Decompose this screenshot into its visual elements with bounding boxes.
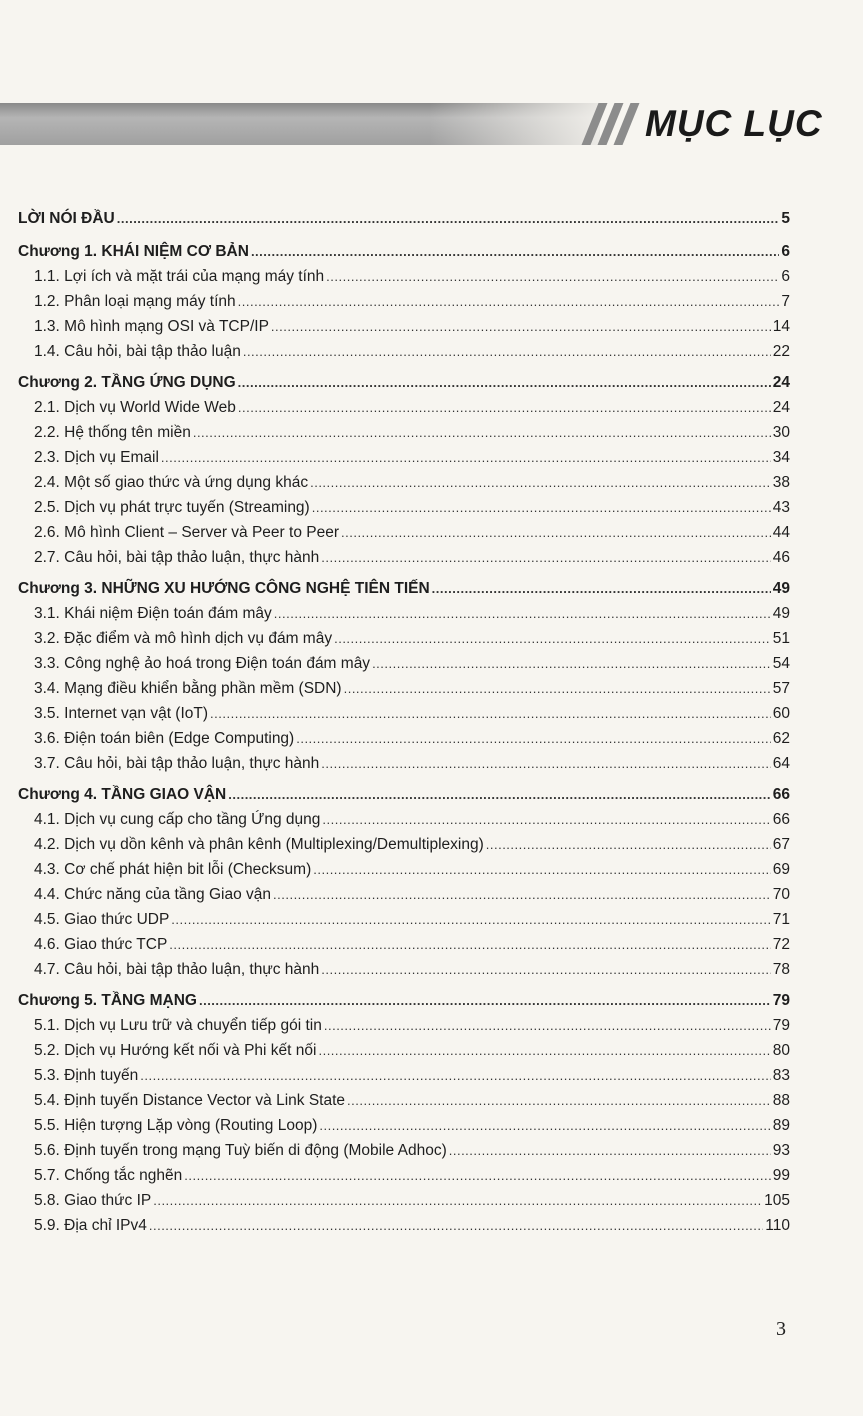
leader-dots xyxy=(169,932,770,957)
toc-section-page: 46 xyxy=(772,549,790,566)
toc-chapter-page: 66 xyxy=(772,786,790,803)
toc-section-row[interactable] xyxy=(18,314,790,339)
toc-section-page: 7 xyxy=(781,293,790,310)
toc-section-label: 2.5. Dịch vụ phát trực tuyến (Streaming) xyxy=(34,499,310,516)
toc-section-row[interactable] xyxy=(18,651,790,676)
leader-dots xyxy=(228,782,771,807)
toc-section-page: 110 xyxy=(765,1217,790,1234)
leader-dots xyxy=(486,832,771,857)
toc-section-label: 2.2. Hệ thống tên miền xyxy=(34,424,191,441)
leader-dots xyxy=(321,545,770,570)
leader-dots xyxy=(199,988,771,1013)
toc-section-row[interactable] xyxy=(18,601,790,626)
toc-section-label: 3.6. Điện toán biên (Edge Computing) xyxy=(34,730,295,747)
toc-section-row[interactable] xyxy=(18,626,790,651)
toc-section-page: 30 xyxy=(772,424,790,441)
toc-section-page: 88 xyxy=(772,1092,790,1109)
toc-section-label: 3.3. Công nghệ ảo hoá trong Điện toán đám mây xyxy=(34,655,371,672)
leader-dots xyxy=(322,807,770,832)
leader-dots xyxy=(117,206,780,231)
leader-dots xyxy=(324,1013,771,1038)
toc-section-page: 43 xyxy=(772,499,790,516)
leader-dots xyxy=(274,601,771,626)
toc-section-page: 54 xyxy=(772,655,790,672)
leader-dots xyxy=(449,1138,771,1163)
toc-section-row[interactable] xyxy=(18,545,790,570)
toc-section-page: 60 xyxy=(772,705,790,722)
toc-section-label: 4.3. Cơ chế phát hiện bit lỗi (Checksum) xyxy=(34,861,312,878)
toc-section-row[interactable] xyxy=(18,832,790,857)
leader-dots xyxy=(171,907,770,932)
toc-section-label: 2.7. Câu hỏi, bài tập thảo luận, thực hành xyxy=(34,549,320,566)
toc-section-row[interactable] xyxy=(18,1213,790,1238)
toc-chapter-row[interactable] xyxy=(18,576,790,601)
toc-section-page: 70 xyxy=(772,886,790,903)
leader-dots xyxy=(140,1063,770,1088)
toc-section-page: 22 xyxy=(772,343,790,360)
toc-section-label: 5.6. Định tuyến trong mạng Tuỳ biến di động (Mobile Adhoc) xyxy=(34,1142,447,1159)
leader-dots xyxy=(347,1088,771,1113)
toc-chapter-page: 79 xyxy=(772,992,790,1009)
leader-dots xyxy=(238,395,771,420)
toc-section-label: 5.1. Dịch vụ Lưu trữ và chuyển tiếp gói tin xyxy=(34,1017,322,1034)
toc-section-row[interactable] xyxy=(18,932,790,957)
toc-section-page: 66 xyxy=(772,811,790,828)
toc-section-label: 2.1. Dịch vụ World Wide Web xyxy=(34,399,236,416)
toc-section-label: 1.2. Phân loại mạng máy tính xyxy=(34,293,236,310)
leader-dots xyxy=(271,314,771,339)
leader-dots xyxy=(318,1038,770,1063)
leader-dots xyxy=(341,520,771,545)
toc-entry-label: LỜI NÓI ĐẦU xyxy=(18,210,115,227)
toc-section-row[interactable] xyxy=(18,676,790,701)
toc-section-row[interactable] xyxy=(18,495,790,520)
toc-section-page: 34 xyxy=(772,449,790,466)
toc-section-row[interactable] xyxy=(18,751,790,776)
toc-section-label: 4.2. Dịch vụ dồn kênh và phân kênh (Multiplexing/Demultiplexing) xyxy=(34,836,484,853)
toc-section-page: 6 xyxy=(781,268,790,285)
leader-dots xyxy=(296,726,771,751)
leader-dots xyxy=(372,651,771,676)
toc-section-page: 57 xyxy=(772,680,790,697)
toc-section-page: 69 xyxy=(772,861,790,878)
toc-section-page: 24 xyxy=(772,399,790,416)
toc-section-page: 14 xyxy=(772,318,790,335)
toc-section-label: 4.6. Giao thức TCP xyxy=(34,936,168,953)
toc-chapter-page: 24 xyxy=(772,374,790,391)
leader-dots xyxy=(238,289,780,314)
toc-section-row[interactable] xyxy=(18,1188,790,1213)
toc-section-page: 80 xyxy=(772,1042,790,1059)
toc-section-row[interactable] xyxy=(18,445,790,470)
toc-chapter-label: Chương 4. TẦNG GIAO VẬN xyxy=(18,786,227,803)
toc-section-row[interactable] xyxy=(18,1163,790,1188)
toc-chapter-row[interactable] xyxy=(18,370,790,395)
toc-section-label: 5.5. Hiện tượng Lặp vòng (Routing Loop) xyxy=(34,1117,318,1134)
leader-dots xyxy=(321,957,770,982)
toc-section-row[interactable] xyxy=(18,1113,790,1138)
toc-section-row[interactable] xyxy=(18,1038,790,1063)
toc-section-label: 5.8. Giao thức IP xyxy=(34,1192,152,1209)
leader-dots xyxy=(313,857,771,882)
leader-dots xyxy=(193,420,771,445)
toc-section-page: 79 xyxy=(772,1017,790,1034)
toc-section-label: 5.4. Định tuyến Distance Vector và Link State xyxy=(34,1092,346,1109)
toc-section-row[interactable] xyxy=(18,420,790,445)
leader-dots xyxy=(184,1163,771,1188)
toc-section-page: 49 xyxy=(772,605,790,622)
toc-section-row[interactable] xyxy=(18,520,790,545)
toc-section-label: 1.3. Mô hình mạng OSI và TCP/IP xyxy=(34,318,269,335)
toc-chapter-label: Chương 1. KHÁI NIỆM CƠ BẢN xyxy=(18,243,249,260)
toc-section-row[interactable] xyxy=(18,807,790,832)
leader-dots xyxy=(243,339,771,364)
toc-section-label: 5.2. Dịch vụ Hướng kết nối và Phi kết nối xyxy=(34,1042,317,1059)
toc-section-label: 2.4. Một số giao thức và ứng dụng khác xyxy=(34,474,309,491)
toc-section-label: 4.7. Câu hỏi, bài tập thảo luận, thực hành xyxy=(34,961,320,978)
toc-section-row[interactable] xyxy=(18,1013,790,1038)
toc-section-row[interactable] xyxy=(18,470,790,495)
toc-section-page: 51 xyxy=(772,630,790,647)
toc-section-page: 44 xyxy=(772,524,790,541)
toc-section-row[interactable] xyxy=(18,1063,790,1088)
toc-section-page: 64 xyxy=(772,755,790,772)
toc-section-row[interactable] xyxy=(18,289,790,314)
toc-section-label: 1.1. Lợi ích và mặt trái của mạng máy tính xyxy=(34,268,325,285)
leader-dots xyxy=(310,470,771,495)
leader-dots xyxy=(319,1113,770,1138)
page-number: 3 xyxy=(776,1318,786,1340)
leader-dots xyxy=(312,495,771,520)
toc-chapter-row[interactable] xyxy=(18,782,790,807)
toc-section-label: 3.1. Khái niệm Điện toán đám mây xyxy=(34,605,272,622)
toc-chapter-label: Chương 5. TẦNG MẠNG xyxy=(18,992,197,1009)
toc-section-row[interactable] xyxy=(18,882,790,907)
toc-section-row[interactable] xyxy=(18,1138,790,1163)
toc-section-label: 3.4. Mạng điều khiển bằng phần mềm (SDN) xyxy=(34,680,342,697)
toc-section-page: 72 xyxy=(772,936,790,953)
toc-section-label: 5.9. Địa chỉ IPv4 xyxy=(34,1217,147,1234)
leader-dots xyxy=(251,239,779,264)
toc-section-row[interactable] xyxy=(18,1088,790,1113)
toc-section-row[interactable] xyxy=(18,339,790,364)
toc-chapter-label: Chương 3. NHỮNG XU HƯỚNG CÔNG NGHỆ TIÊN TIẾN xyxy=(18,580,430,597)
toc-chapter-label: Chương 2. TẦNG ỨNG DỤNG xyxy=(18,374,236,391)
toc-section-label: 2.6. Mô hình Client – Server và Peer to Peer xyxy=(34,524,339,541)
leader-dots xyxy=(161,445,771,470)
table-of-contents xyxy=(18,206,790,1238)
toc-section-label: 5.7. Chống tắc nghẽn xyxy=(34,1167,183,1184)
toc-section-row[interactable] xyxy=(18,701,790,726)
toc-section-label: 5.3. Định tuyến xyxy=(34,1067,139,1084)
toc-section-page: 93 xyxy=(772,1142,790,1159)
toc-section-label: 4.1. Dịch vụ cung cấp cho tầng Ứng dụng xyxy=(34,811,321,828)
page-title: MỤC LỤC xyxy=(645,103,823,144)
toc-chapter-row[interactable] xyxy=(18,988,790,1013)
toc-section-row[interactable] xyxy=(18,726,790,751)
leader-dots xyxy=(149,1213,763,1238)
toc-section-label: 3.7. Câu hỏi, bài tập thảo luận, thực hành xyxy=(34,755,320,772)
leader-dots xyxy=(334,626,771,651)
toc-section-row[interactable] xyxy=(18,957,790,982)
toc-section-page: 78 xyxy=(772,961,790,978)
toc-chapter-page: 49 xyxy=(772,580,790,597)
leader-dots xyxy=(238,370,771,395)
toc-section-page: 71 xyxy=(772,911,790,928)
leader-dots xyxy=(273,882,771,907)
toc-section-row[interactable] xyxy=(18,264,790,289)
toc-section-label: 4.4. Chức năng của tầng Giao vận xyxy=(34,886,272,903)
toc-section-label: 2.3. Dịch vụ Email xyxy=(34,449,159,466)
toc-section-label: 1.4. Câu hỏi, bài tập thảo luận xyxy=(34,343,241,360)
toc-section-label: 4.5. Giao thức UDP xyxy=(34,911,170,928)
toc-entry-page: 5 xyxy=(781,210,790,227)
leader-dots xyxy=(321,751,770,776)
toc-section-row[interactable] xyxy=(18,907,790,932)
toc-section-label: 3.5. Internet vạn vật (IoT) xyxy=(34,705,209,722)
toc-section-page: 105 xyxy=(764,1192,790,1209)
toc-section-page: 83 xyxy=(772,1067,790,1084)
toc-section-page: 99 xyxy=(772,1167,790,1184)
leader-dots xyxy=(326,264,779,289)
toc-section-label: 3.2. Đặc điểm và mô hình dịch vụ đám mây xyxy=(34,630,333,647)
toc-intro-row[interactable] xyxy=(18,206,790,231)
leader-dots xyxy=(432,576,771,601)
leader-dots xyxy=(344,676,771,701)
toc-section-page: 89 xyxy=(772,1117,790,1134)
toc-section-row[interactable] xyxy=(18,857,790,882)
header-band-fade xyxy=(430,103,605,145)
toc-chapter-page: 6 xyxy=(781,243,790,260)
leader-dots xyxy=(210,701,771,726)
toc-section-page: 67 xyxy=(772,836,790,853)
toc-chapter-row[interactable] xyxy=(18,239,790,264)
toc-section-row[interactable] xyxy=(18,395,790,420)
leader-dots xyxy=(153,1188,762,1213)
toc-section-page: 62 xyxy=(772,730,790,747)
toc-section-page: 38 xyxy=(772,474,790,491)
